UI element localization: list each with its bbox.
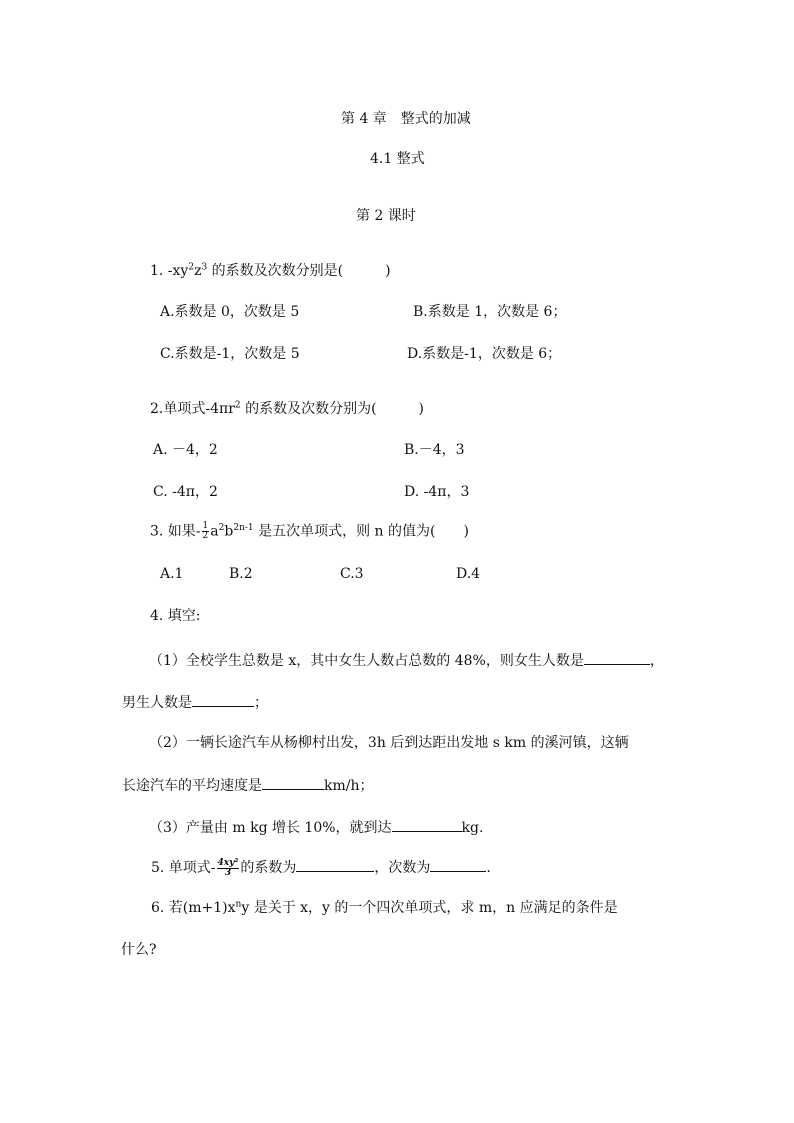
answer-blank[interactable]	[430, 857, 486, 872]
q5-mid: 的系数为	[240, 860, 297, 876]
q1-option-b: B.系数是 1，次数是 6；	[413, 304, 567, 320]
q4-part1-line1	[149, 650, 664, 670]
q1-option-a: A.系数是 0，次数是 5	[160, 304, 300, 320]
q5-prefix: 5. 单项式-	[151, 860, 216, 876]
q2-option-b: B.－4，3	[404, 442, 465, 458]
q4-part1-end2: ；	[254, 695, 268, 711]
q3-option-c: C.3	[340, 566, 364, 582]
q1-prefix: 1. -xy	[150, 263, 189, 279]
q5-mid2: ，次数为	[374, 860, 431, 876]
answer-blank[interactable]	[192, 692, 254, 707]
section-title: 4.1 整式	[370, 151, 425, 167]
q5-frac-num: 4xy²	[217, 857, 239, 868]
q3-a: a	[210, 523, 219, 540]
q5-frac-den: 3	[224, 867, 232, 878]
q2-exp: 2	[234, 400, 241, 411]
question-1	[150, 262, 391, 280]
question-6-line2: 什么?	[121, 942, 157, 958]
q3-frac-num: 1	[202, 521, 209, 531]
answer-blank[interactable]	[584, 650, 650, 665]
answer-blank[interactable]	[262, 775, 324, 790]
q1-option-c: C.系数是-1，次数是 5	[160, 346, 300, 362]
question-4-title: 4. 填空:	[150, 608, 201, 624]
q4-part3	[149, 817, 483, 837]
q3-frac-den: 2	[202, 531, 209, 541]
question-2	[150, 400, 424, 418]
q1-option-d: D.系数是-1，次数是 6；	[407, 346, 562, 362]
q6-exp: n	[235, 899, 242, 910]
q3-option-a: A.1	[160, 566, 184, 582]
answer-blank[interactable]	[296, 857, 374, 872]
q3-exp-a: 2	[218, 522, 225, 533]
q2-option-d: D. -4π，3	[404, 484, 470, 500]
q1-exp1: 2	[188, 262, 195, 273]
q4-part1-end: ，	[649, 653, 664, 669]
q2-prefix: 2.单项式-4πr	[150, 401, 235, 417]
chapter-title: 第 4 章 整式的加减	[341, 111, 471, 127]
q6-line1: y 是关于 x，y 的一个四次单项式，求 m，n 应满足的条件是	[241, 900, 618, 916]
q1-exp2: 3	[201, 262, 208, 273]
q3-prefix: 3. 如果-	[150, 523, 201, 540]
q4-part2-line1: （2）一辆长途汽车从杨柳村出发，3h 后到达距出发地 s km 的溪河镇，这辆	[149, 735, 629, 751]
q4-part3-end: kg.	[461, 820, 484, 836]
q1-mid: z	[194, 263, 202, 279]
q5-end: .	[486, 860, 491, 876]
answer-blank[interactable]	[392, 817, 462, 832]
q3-fraction	[202, 522, 210, 541]
q3-option-b: B.2	[229, 566, 253, 582]
q2-option-c: C. -4π，2	[153, 484, 218, 500]
q3-b: b	[224, 523, 234, 540]
q6-prefix: 6. 若(m+1)x	[151, 900, 236, 916]
q2-suffix: 的系数及次数分别为( )	[240, 401, 424, 417]
q1-suffix: 的系数及次数分别是( )	[207, 263, 391, 279]
q4-part2-text2: 长途汽车的平均速度是	[122, 778, 262, 794]
q4-part1-text2: 男生人数是	[122, 695, 192, 711]
q3-option-d: D.4	[456, 566, 481, 582]
q4-part2-end: km/h；	[324, 778, 374, 794]
question-6-line1	[151, 899, 618, 917]
question-3	[150, 522, 469, 541]
q4-part2-line2	[122, 775, 374, 795]
q4-part1-text: （1）全校学生总数是 x，其中女生人数占总数的 48%，则女生人数是	[149, 653, 584, 669]
question-5	[151, 857, 491, 878]
q4-part3-text: （3）产量由 m kg 增长 10%，就到达	[149, 820, 392, 836]
q3-exp-b: 2n-1	[233, 522, 254, 533]
q4-part1-line2	[122, 692, 268, 712]
q3-suffix: 是五次单项式，则 n 的值为( )	[253, 523, 469, 540]
q5-fraction	[217, 859, 240, 878]
q2-option-a: A. －4，2	[153, 442, 218, 458]
lesson-title: 第 2 课时	[356, 208, 416, 224]
